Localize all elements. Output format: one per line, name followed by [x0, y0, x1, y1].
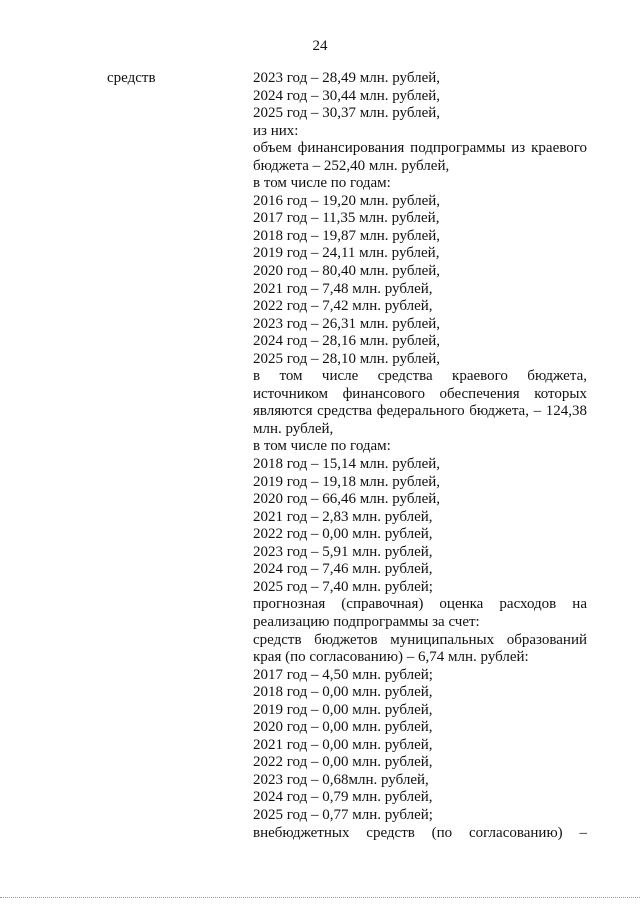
text-line: внебюджетных средств (по согласованию) – [253, 824, 587, 841]
text-line: 2023 год – 0,68млн. рублей, [253, 771, 429, 788]
text-line: 2022 год – 0,00 млн. рублей, [253, 754, 433, 771]
text-line: 2018 год – 15,14 млн. рублей, [253, 456, 441, 473]
text-line: 2025 год – 0,77 млн. рублей; [253, 806, 433, 823]
text-line: объем финансирования подпрограммы из краевого [253, 140, 587, 157]
text-line: в том числе средства краевого бюджета, [253, 368, 587, 385]
text-line: 2025 год – 30,37 млн. рублей, [253, 105, 441, 122]
text-line: 2025 год – 7,40 млн. рублей; [253, 578, 433, 595]
text-line: 2017 год – 11,35 млн. рублей, [253, 210, 440, 227]
text-line: 2017 год – 4,50 млн. рублей; [253, 666, 433, 683]
row-label: средств [107, 70, 156, 86]
text-line: 2022 год – 7,42 млн. рублей, [253, 298, 433, 315]
text-line: в том числе по годам: [253, 175, 391, 192]
text-line: бюджета – 252,40 млн. рублей, [253, 157, 450, 174]
text-line: 2023 год – 26,31 млн. рублей, [253, 315, 441, 332]
text-line: 2019 год – 24,11 млн. рублей, [253, 245, 440, 262]
text-line: 2020 год – 66,46 млн. рублей, [253, 491, 441, 508]
text-line: млн. рублей, [253, 420, 334, 437]
text-line: из них: [253, 122, 299, 139]
text-line: 2022 год – 0,00 млн. рублей, [253, 526, 433, 543]
text-line: 2025 год – 28,10 млн. рублей, [253, 350, 441, 367]
text-line: 2021 год – 7,48 млн. рублей, [253, 280, 433, 297]
page-number: 24 [312, 38, 328, 54]
text-line: края (по согласованию) – 6,74 млн. рублей: [253, 649, 529, 666]
text-line: 2024 год – 7,46 млн. рублей, [253, 561, 433, 578]
text-line: 2016 год – 19,20 млн. рублей, [253, 192, 441, 209]
text-line: средств бюджетов муниципальных образований [253, 631, 587, 648]
text-line: 2018 год – 0,00 млн. рублей, [253, 684, 433, 701]
page-bottom-edge [0, 897, 640, 899]
text-line: 2019 год – 19,18 млн. рублей, [253, 473, 441, 490]
text-line: реализацию подпрограммы за счет: [253, 613, 480, 630]
text-line: 2020 год – 0,00 млн. рублей, [253, 719, 433, 736]
text-line: являются средства федерального бюджета, – 124,38 [253, 403, 587, 420]
text-line: 2024 год – 0,79 млн. рублей, [253, 789, 433, 806]
text-line: источником финансового обеспечения которых [253, 385, 587, 402]
text-line: 2019 год – 0,00 млн. рублей, [253, 701, 433, 718]
text-line: прогнозная (справочная) оценка расходов на [253, 596, 587, 613]
text-line: 2024 год – 30,44 млн. рублей, [253, 87, 441, 104]
text-line: 2021 год – 0,00 млн. рублей, [253, 736, 433, 753]
text-line: 2024 год – 28,16 млн. рублей, [253, 333, 441, 350]
text-line: 2020 год – 80,40 млн. рублей, [253, 263, 441, 280]
text-line: 2021 год – 2,83 млн. рублей, [253, 508, 433, 525]
text-line: 2023 год – 28,49 млн. рублей, [253, 70, 441, 86]
text-line: 2018 год – 19,87 млн. рублей, [253, 227, 441, 244]
text-line: 2023 год – 5,91 млн. рублей, [253, 543, 433, 560]
funding-text-column [253, 70, 587, 842]
text-line: в том числе по годам: [253, 438, 391, 455]
